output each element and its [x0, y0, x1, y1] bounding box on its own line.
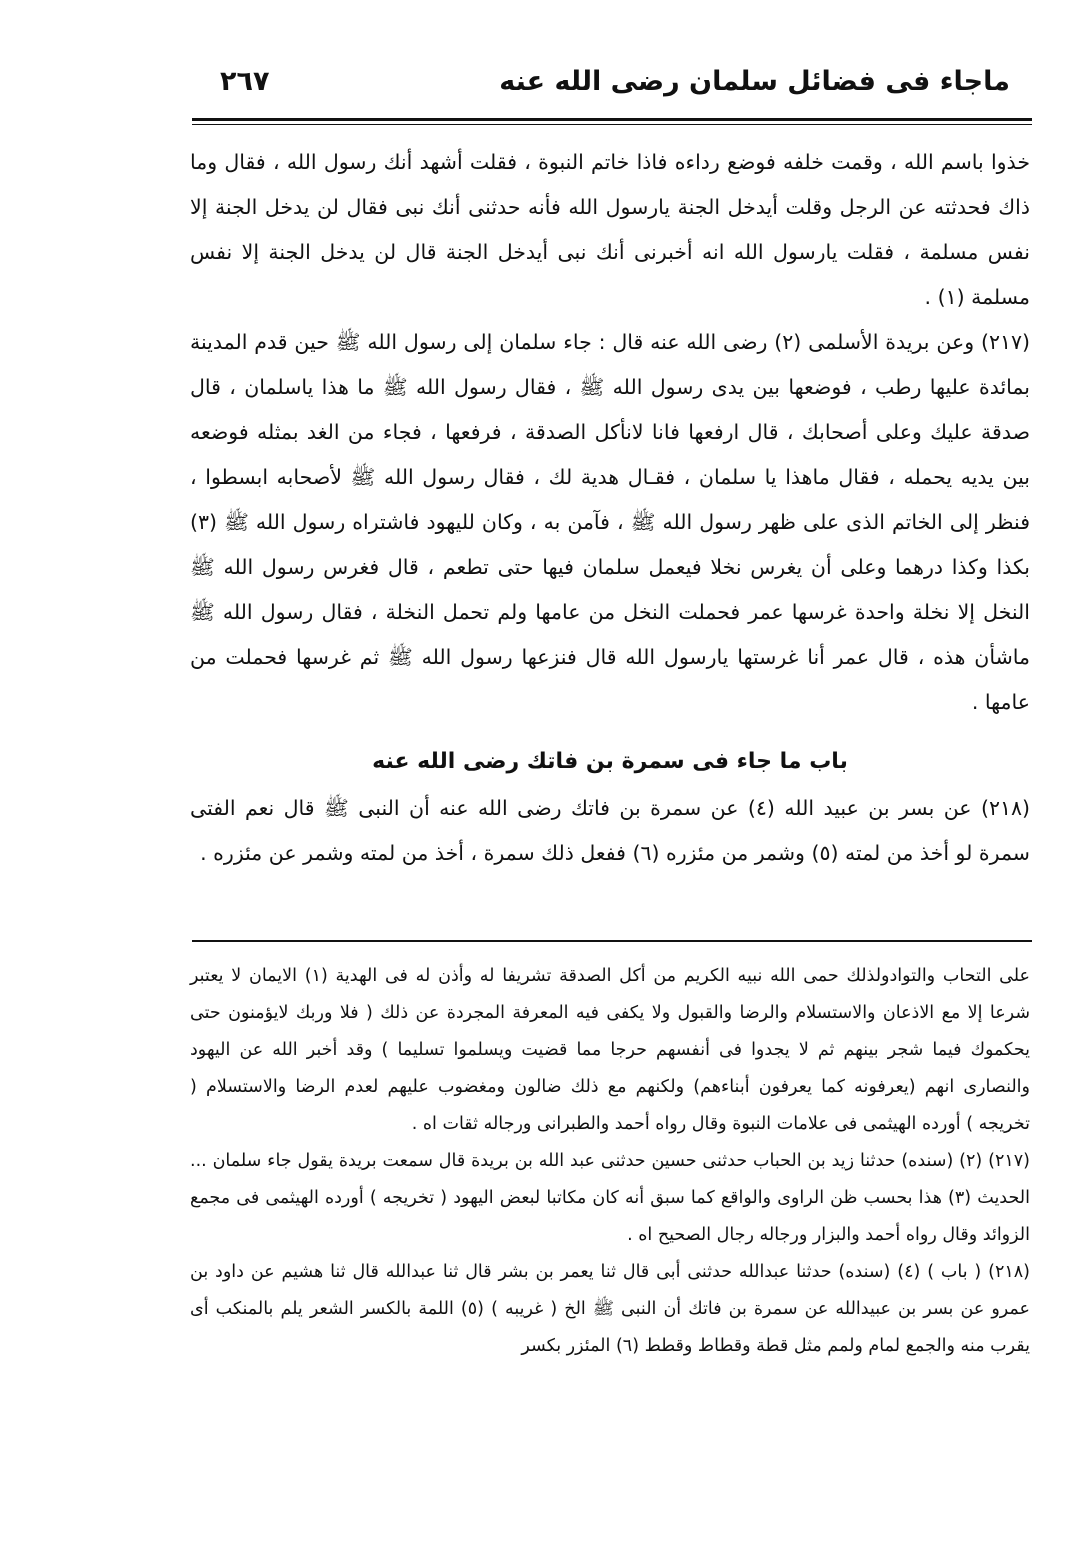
page-header	[200, 66, 1080, 110]
footnotes	[190, 958, 1030, 1365]
hadith-217: (٢١٧) وعن بريدة الأسلمى (٢) رضى الله عنه قال : جاء سلمان إلى رسول الله ﷺ حين قدم المدينة بمائدة عليها رطب ، فوضعها بين يدى رسول الله ﷺ ، فقال رسول الله ﷺ ما هذا ياسلمان ، قال صدقة عليك وعلى أصحابك ، قال ارفعها فانا لانأكل الصدقة ، فرفعها ، فجاء من الغد بمثله فوضعه بين يديه يحمله ، فقال ماهذا يا سلمان ، فقـال هدية لك ، فقال رسول الله ﷺ لأصحابه ابسطوا ، فنظر إلى الخاتم الذى على ظهر رسول الله ﷺ ، فآمن به ، وكان لليهود فاشتراه رسول الله ﷺ (٣) بكذا وكذا درهما وعلى أن يغرس نخلا فيعمل سلمان فيها حتى تطعم ، قال فغرس رسول الله ﷺ النخل إلا نخلة واحدة غرسها عمر فحملت النخل من عامها ولم تحمل النخلة ، فقال رسول الله ﷺ ماشأن هذه ، قال عمر أنا غرستها يارسول الله قال فنزعها رسول الله ﷺ ثم غرسها فحملت من عامها .	[190, 330, 1030, 714]
footnote-paragraph: (٢١٧) (٢) (سنده) حدثنا زيد بن الحباب حدثنى حسين حدثنى عبد الله بن بريدة قال سمعت بريدة يقول جاء سلمان ... الحديث (٣) هذا بحسب ظن الراوى والواقع كما سبق أنه كان مكاتبا لبعض اليهود ( تخريجه ) أورده الهيثمى فى مجمع الزوائد وقال رواه أحمد والبزار ورجاله رجال الصحيح اه .	[190, 1151, 1030, 1245]
section-heading: باب ما جاء فى سمرة بن فاتك رضى الله عنه	[372, 749, 848, 774]
header-rule-thin	[192, 124, 1032, 125]
hadith-218: (٢١٨) عن بسر بن عبيد الله (٤) عن سمرة بن فاتك رضى الله عنه أن النبى ﷺ قال نعم الفتى سمرة لو أخذ من لمته (٥) وشمر من مئزره (٦) ففعل ذلك سمرة ، أخذ من لمته وشمر عن مئزره .	[190, 796, 1030, 865]
page-number: ٢٦٧	[220, 66, 270, 97]
main-text	[190, 140, 1030, 725]
main-paragraph: خذوا باسم الله ، وقمت خلفه فوضع رداءه فاذا خاتم النبوة ، فقلت أشهد أنك رسول الله ، فقال وما ذاك فحدثته عن الرجل وقلت أيدخل الجنة يارسول الله فأنه حدثنى أنك نبى فقال لن يدخل الجنة إلا نفس مسلمة ، فقلت يارسول الله انه أخبرنى أنك نبى أيدخل الجنة قال لن يدخل الجنة إلا نفس مسلمة (١) .	[190, 150, 1030, 309]
header-rule	[192, 118, 1032, 121]
footnote-paragraph: على التحاب والتوادولذلك حمى الله نبيه الكريم من أكل الصدقة تشريفا له وأذن له فى الهدية (١) الايمان لا يعتبر شرعا إلا مع الاذعان والاستسلام والرضا والقبول ولا يكفى فيه المعرفة المجردة عن ذلك ( فلا وربك لايؤمنون حتى يحكموك فيما شجر بينهم ثم لا يجدوا فى أنفسهم حرجا مما قضيت ويسلموا تسليما ) وقد أخبر الله عن اليهود والنصارى انهم (يعرفونه كما يعرفون أبناءهم) ولكنهم مع ذلك ضالون ومغضوب عليهم لعدم الرضا والاستسلام ( تخريجه ) أورده الهيثمى فى علامات النبوة وقال رواه أحمد والطبرانى ورجاله ثقات اه .	[190, 966, 1030, 1134]
footnote-divider	[192, 940, 1032, 942]
main-text-2	[190, 786, 1030, 876]
footnote-paragraph: (٢١٨) ( باب ) (٤) (سنده) حدثنا عبدالله حدثنى أبى قال ثنا يعمر بن بشر قال ثنا عبدالله قال ثنا هشيم عن داود بن عمرو عن بسر بن عبيدالله عن سمرة بن فاتك أن النبى ﷺ الخ ( غريبه ) (٥) اللمة بالكسر الشعر يلم بالمنكب أى يقرب منه والجمع لمام ولمم مثل قطة وقطاط وقطط (٦) المئزر بكسر	[190, 1262, 1030, 1356]
running-title: ماجاء فى فضائل سلمان رضى الله عنه	[499, 66, 1010, 97]
